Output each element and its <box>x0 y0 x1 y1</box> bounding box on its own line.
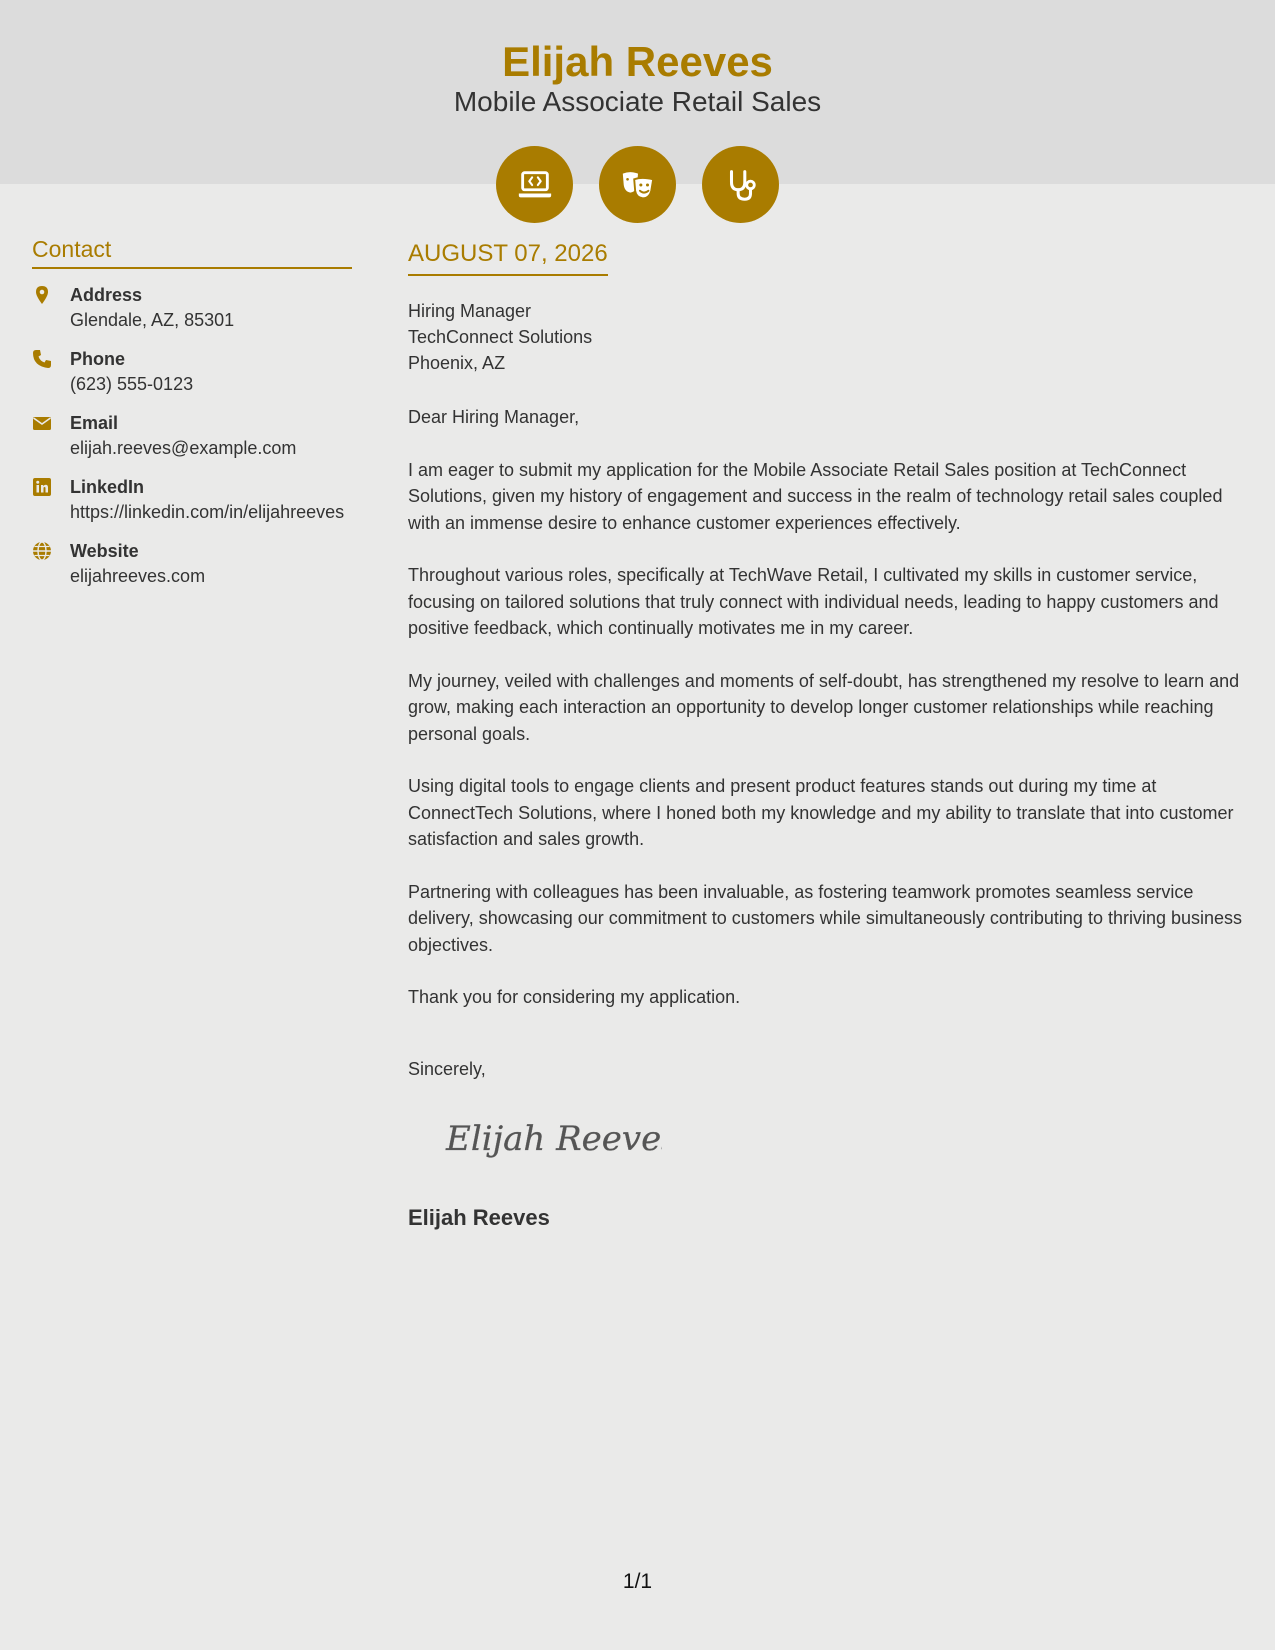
laptop-code-badge <box>496 146 573 223</box>
applicant-role: Mobile Associate Retail Sales <box>453 86 822 117</box>
letter-paragraph: I am eager to submit my application for the Mobile Associate Retail Sales position at TechConnect Solutions, given my history of engagement and success in the realm of technology retail sales coupled with an immense desire to enhance customer experiences effectively. <box>408 459 1223 533</box>
contact-value: (623) 555-0123 <box>70 374 194 394</box>
letter-paragraph: Thank you for considering my application. <box>408 987 741 1007</box>
map-pin-icon <box>32 283 70 333</box>
contact-email <box>32 411 352 461</box>
letter-body <box>408 240 1243 1231</box>
recipient-block <box>408 298 1243 376</box>
contact-address <box>32 283 352 333</box>
stethoscope-badge <box>702 146 779 223</box>
contact-heading: Contact <box>32 236 352 269</box>
stethoscope-icon <box>722 166 760 204</box>
theater-masks-badge <box>599 146 676 223</box>
contact-label: LinkedIn <box>70 477 145 497</box>
linkedin-icon <box>32 475 70 525</box>
closing: Sincerely, <box>408 1058 486 1079</box>
handwritten-signature <box>442 1114 1243 1169</box>
contact-label: Email <box>70 413 119 433</box>
contact-label: Phone <box>70 349 126 369</box>
badge-row <box>0 146 1275 223</box>
letter-date: AUGUST 07, 2026 <box>408 240 608 276</box>
letter-paragraph: Partnering with colleagues has been invaluable, as fostering teamwork promotes seamless service delivery, showcasing our commitment to customers while simultaneously contributing to thriving business objectives. <box>408 881 1243 955</box>
contact-value[interactable]: elijah.reeves@example.com <box>70 438 297 458</box>
letter-paragraph: Using digital tools to engage clients and present product features stands out during my time at ConnectTech Solutions, where I honed both my knowledge and my ability to translate that into customer satisfaction and sales growth. <box>408 776 1234 849</box>
envelope-icon <box>32 411 70 461</box>
contact-label: Address <box>70 285 143 305</box>
contact-value: Glendale, AZ, 85301 <box>70 310 235 330</box>
letter-paragraph: Throughout various roles, specifically at TechWave Retail, I cultivated my skills in customer service, focusing on tailored solutions that truly connect with individual needs, leading to happy customers and positive feedback, which continually motivates me in my career. <box>408 565 1219 638</box>
contact-value[interactable]: elijahreeves.com <box>70 566 206 586</box>
phone-icon <box>32 347 70 397</box>
salutation: Dear Hiring Manager, <box>408 407 580 427</box>
signer-name: Elijah Reeves <box>408 1204 550 1230</box>
letter-paragraph: My journey, veiled with challenges and moments of self-doubt, has strengthened my resolve to learn and grow, making each interaction an opportunity to develop longer customer relationships while reaching personal goals. <box>408 670 1240 744</box>
page-number: 1/1 <box>622 1570 653 1593</box>
theater-masks-icon <box>619 166 657 204</box>
recipient-line: Hiring Manager <box>408 301 532 321</box>
contact-linkedin <box>32 475 352 525</box>
svg-text:Elijah Reeves: Elijah Reeves <box>446 1118 662 1159</box>
applicant-name: Elijah Reeves <box>502 38 773 85</box>
contact-website <box>32 539 352 589</box>
contact-label: Website <box>70 541 139 561</box>
contact-value[interactable]: https://linkedin.com/in/elijahreeves <box>70 502 345 522</box>
recipient-line: TechConnect Solutions <box>408 327 593 347</box>
contact-phone <box>32 347 352 397</box>
recipient-line: Phoenix, AZ <box>408 353 506 373</box>
contact-sidebar <box>32 236 352 603</box>
globe-icon <box>32 539 70 589</box>
laptop-code-icon <box>516 166 554 204</box>
